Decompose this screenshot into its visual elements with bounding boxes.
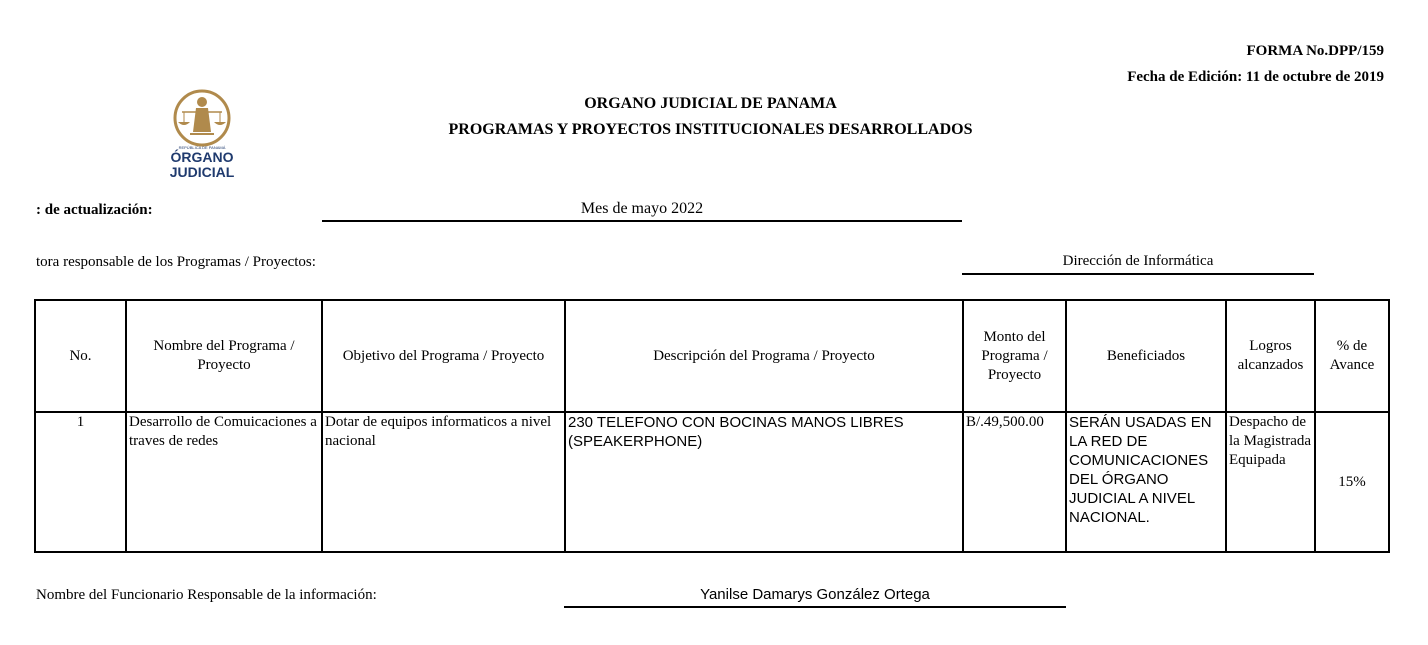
header-monto: Monto del Programa / Proyecto bbox=[963, 300, 1066, 412]
header-logros: Logros alcanzados bbox=[1226, 300, 1315, 412]
directorate-value: Dirección de Informática bbox=[962, 253, 1314, 275]
projects-table bbox=[34, 299, 1390, 553]
logo-line1: ÓRGANO bbox=[170, 149, 234, 165]
cell-logros: Despacho de la Magistrada Equipada bbox=[1226, 412, 1315, 552]
header-no: No. bbox=[35, 300, 126, 412]
cell-nombre: Desarrollo de Comuicaciones a traves de redes bbox=[126, 412, 322, 552]
cell-descripcion: 230 TELEFONO CON BOCINAS MANOS LIBRES (SPEAKERPHONE) bbox=[565, 412, 963, 552]
logo-line2: JUDICIAL bbox=[169, 164, 235, 180]
org-title: ORGANO JUDICIAL DE PANAMA bbox=[584, 95, 837, 112]
logo-top-text: REPÚBLICA DE PANAMÁ bbox=[178, 145, 226, 150]
header-descripcion: Descripción del Programa / Proyecto bbox=[565, 300, 963, 412]
table-header-row bbox=[35, 300, 1389, 412]
update-label: : de actualización: bbox=[36, 202, 153, 218]
header-beneficiados: Beneficiados bbox=[1066, 300, 1226, 412]
header-nombre: Nombre del Programa / Proyecto bbox=[126, 300, 322, 412]
official-value: Yanilse Damarys González Ortega bbox=[564, 586, 1066, 608]
directorate-label: tora responsable de los Programas / Proyectos: bbox=[36, 254, 316, 270]
cell-no: 1 bbox=[35, 412, 126, 552]
table-row bbox=[35, 412, 1389, 552]
cell-objetivo: Dotar de equipos informaticos a nivel nacional bbox=[322, 412, 565, 552]
update-value: Mes de mayo 2022 bbox=[322, 200, 962, 222]
cell-beneficiados: SERÁN USADAS EN LA RED DE COMUNICACIONES DEL ÓRGANO JUDICIAL A NIVEL NACIONAL. bbox=[1066, 412, 1226, 552]
cell-avance: 15% bbox=[1315, 412, 1389, 552]
form-number: FORMA No.DPP/159 bbox=[1246, 43, 1384, 59]
document-title: PROGRAMAS Y PROYECTOS INSTITUCIONALES DESARROLLADOS bbox=[448, 121, 973, 138]
header-avance: % de Avance bbox=[1315, 300, 1389, 412]
cell-monto: B/.49,500.00 bbox=[963, 412, 1066, 552]
header-objetivo: Objetivo del Programa / Proyecto bbox=[322, 300, 565, 412]
official-label: Nombre del Funcionario Responsable de la información: bbox=[36, 587, 377, 603]
edition-date: Fecha de Edición: 11 de octubre de 2019 bbox=[1127, 69, 1384, 85]
